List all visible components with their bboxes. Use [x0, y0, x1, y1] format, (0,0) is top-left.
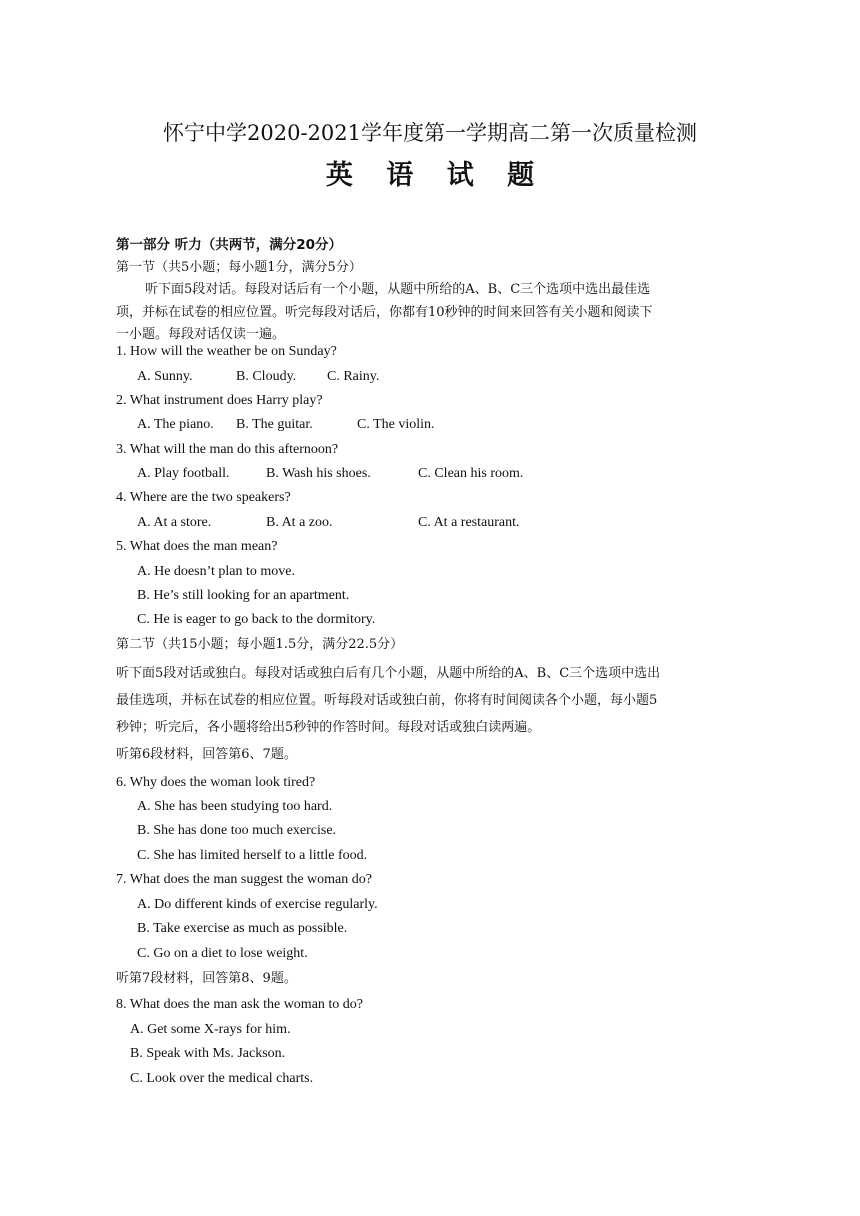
q7-option-a: A. Do different kinds of exercise regularly. — [137, 897, 378, 912]
section2-heading: 第二节（共15小题；每小题1.5分，满分22.5分） — [116, 637, 404, 652]
subject-title: 英 语 试 题 — [325, 160, 547, 191]
q6-option-b: B. She has done too much exercise. — [137, 823, 337, 838]
q4-option-b: B. At a zoo. — [266, 515, 333, 530]
q3-option-c: C. Clean his room. — [418, 466, 524, 481]
q3-option-a: A. Play football. — [137, 466, 230, 481]
question-4: 4. Where are the two speakers? — [116, 490, 291, 505]
question-7: 7. What does the man suggest the woman do? — [116, 872, 372, 887]
section1-heading: 第一节（共5小题；每小题1分，满分5分） — [116, 260, 362, 275]
q8-option-b: B. Speak with Ms. Jackson. — [130, 1046, 286, 1061]
section2-instr-2: 最佳选项，并标在试卷的相应位置。听每段对话或独白前，你将有时间阅读各个小题，每小题5 — [116, 693, 658, 708]
q1-option-a: A. Sunny. — [137, 369, 193, 384]
section1-instr-1: 听下面5段对话。每段对话后有一个小题，从题中所给的A、B、C三个选项中选出最佳选 — [145, 282, 651, 297]
q5-option-b: B. He’s still looking for an apartment. — [137, 588, 350, 603]
question-2: 2. What instrument does Harry play? — [116, 393, 323, 408]
q3-option-b: B. Wash his shoes. — [266, 466, 371, 481]
q6-option-c: C. She has limited herself to a little food. — [137, 848, 368, 863]
q2-option-c: C. The violin. — [357, 417, 435, 432]
q1-option-b: B. Cloudy. — [236, 369, 297, 384]
q7-option-c: C. Go on a diet to lose weight. — [137, 946, 308, 961]
question-5: 5. What does the man mean? — [116, 539, 278, 554]
exam-title: 怀宁中学2020-2021学年度第一学期高二第一次质量检测 — [163, 121, 697, 145]
material-7-note: 听第7段材料，回答第8、9题。 — [116, 971, 297, 986]
part1-heading: 第一部分 听力（共两节，满分20分） — [116, 237, 342, 253]
q8-option-a: A. Get some X-rays for him. — [130, 1022, 291, 1037]
q4-option-c: C. At a restaurant. — [418, 515, 520, 530]
question-3: 3. What will the man do this afternoon? — [116, 442, 339, 457]
question-1: 1. How will the weather be on Sunday? — [116, 344, 337, 359]
q2-option-a: A. The piano. — [137, 417, 214, 432]
question-8: 8. What does the man ask the woman to do? — [116, 997, 364, 1012]
question-6: 6. Why does the woman look tired? — [116, 775, 316, 790]
section2-instr-1: 听下面5段对话或独白。每段对话或独白后有几个小题，从题中所给的A、B、C三个选项中选出 — [116, 666, 661, 681]
q6-option-a: A. She has been studying too hard. — [137, 799, 333, 814]
q2-option-b: B. The guitar. — [236, 417, 313, 432]
section1-instr-3: 一小题。每段对话仅读一遍。 — [116, 327, 286, 342]
q8-option-c: C. Look over the medical charts. — [130, 1071, 314, 1086]
section1-instr-2: 项，并标在试卷的相应位置。听完每段对话后，你都有10秒钟的时间来回答有关小题和阅读下 — [116, 305, 653, 320]
q7-option-b: B. Take exercise as much as possible. — [137, 921, 348, 936]
q1-option-c: C. Rainy. — [327, 369, 380, 384]
q5-option-a: A. He doesn’t plan to move. — [137, 564, 295, 579]
q4-option-a: A. At a store. — [137, 515, 212, 530]
section2-instr-3: 秒钟；听完后，各小题将给出5秒钟的作答时间。每段对话或独白读两遍。 — [116, 720, 541, 735]
material-6-note: 听第6段材料，回答第6、7题。 — [116, 747, 297, 762]
q5-option-c: C. He is eager to go back to the dormitory. — [137, 612, 376, 627]
